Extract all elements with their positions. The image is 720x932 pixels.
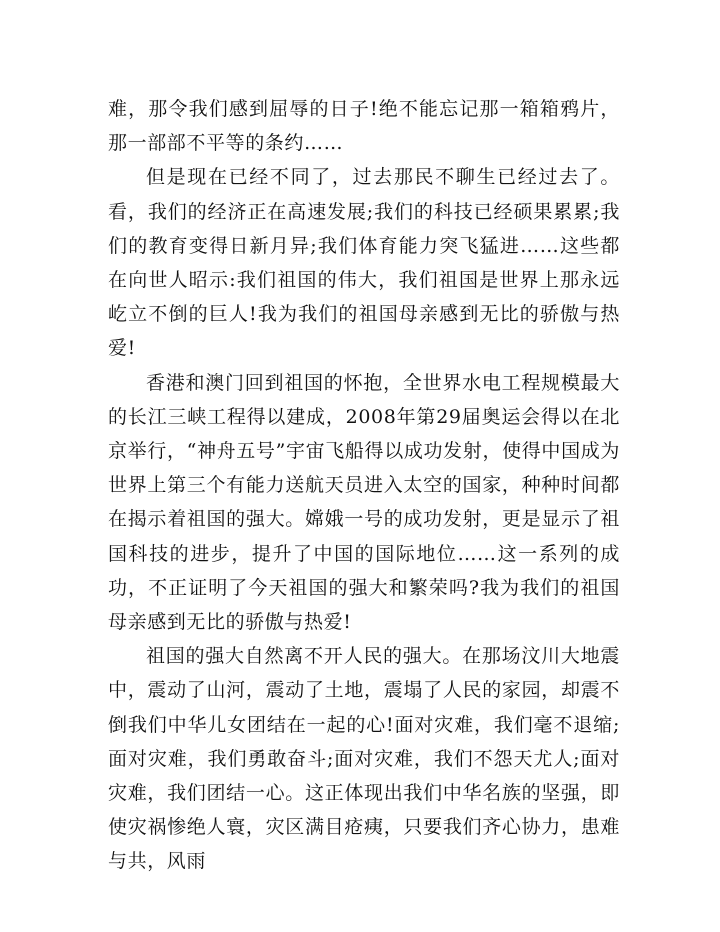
paragraph-present-achievements: 但是现在已经不同了，过去那民不聊生已经过去了。看，我们的经济正在高速发展;我们的科技已经硕果累累;我们的教育变得日新月异;我们体育能力突飞猛进……这些都在向世人昭示:我们祖国的伟大，我们祖国是世界上那永远屹立不倒的巨人!我为我们的祖国母亲感到无比的骄傲与热爱! (108, 166, 620, 360)
paragraph-continuation: 难，那令我们感到屈辱的日子!绝不能忘记那一箱箱鸦片，那一部部不平等的条约…… (108, 98, 620, 155)
paragraph-wenchuan-earthquake: 祖国的强大自然离不开人民的强大。在那场汶川大地震中，震动了山河，震动了土地，震塌了人民的家园，却震不倒我们中华儿女团结在一起的心!面对灾难，我们毫不退缩;面对灾难，我们勇敢奋斗;面对灾难，我们不怨天尤人;面对灾难，我们团结一心。这正体现出我们中华名族的坚强，即使灾祸惨绝人寰，灾区满目疮痍，只要我们齐心协力，患难与共，风雨 (108, 645, 620, 873)
paragraph-national-milestones: 香港和澳门回到祖国的怀抱，全世界水电工程规模最大的长江三峡工程得以建成，2008年第29届奥运会得以在北京举行，“神舟五号”宇宙飞船得以成功发射，使得中国成为世界上第三个有能力送航天员进入太空的国家，种种时间都在揭示着祖国的强大。嫦娥一号的成功发射，更是显示了祖国科技的进步，提升了中国的国际地位……这一系列的成功，不正证明了今天祖国的强大和繁荣吗?我为我们的祖国母亲感到无比的骄傲与热爱! (108, 371, 620, 634)
document-body (108, 92, 620, 879)
